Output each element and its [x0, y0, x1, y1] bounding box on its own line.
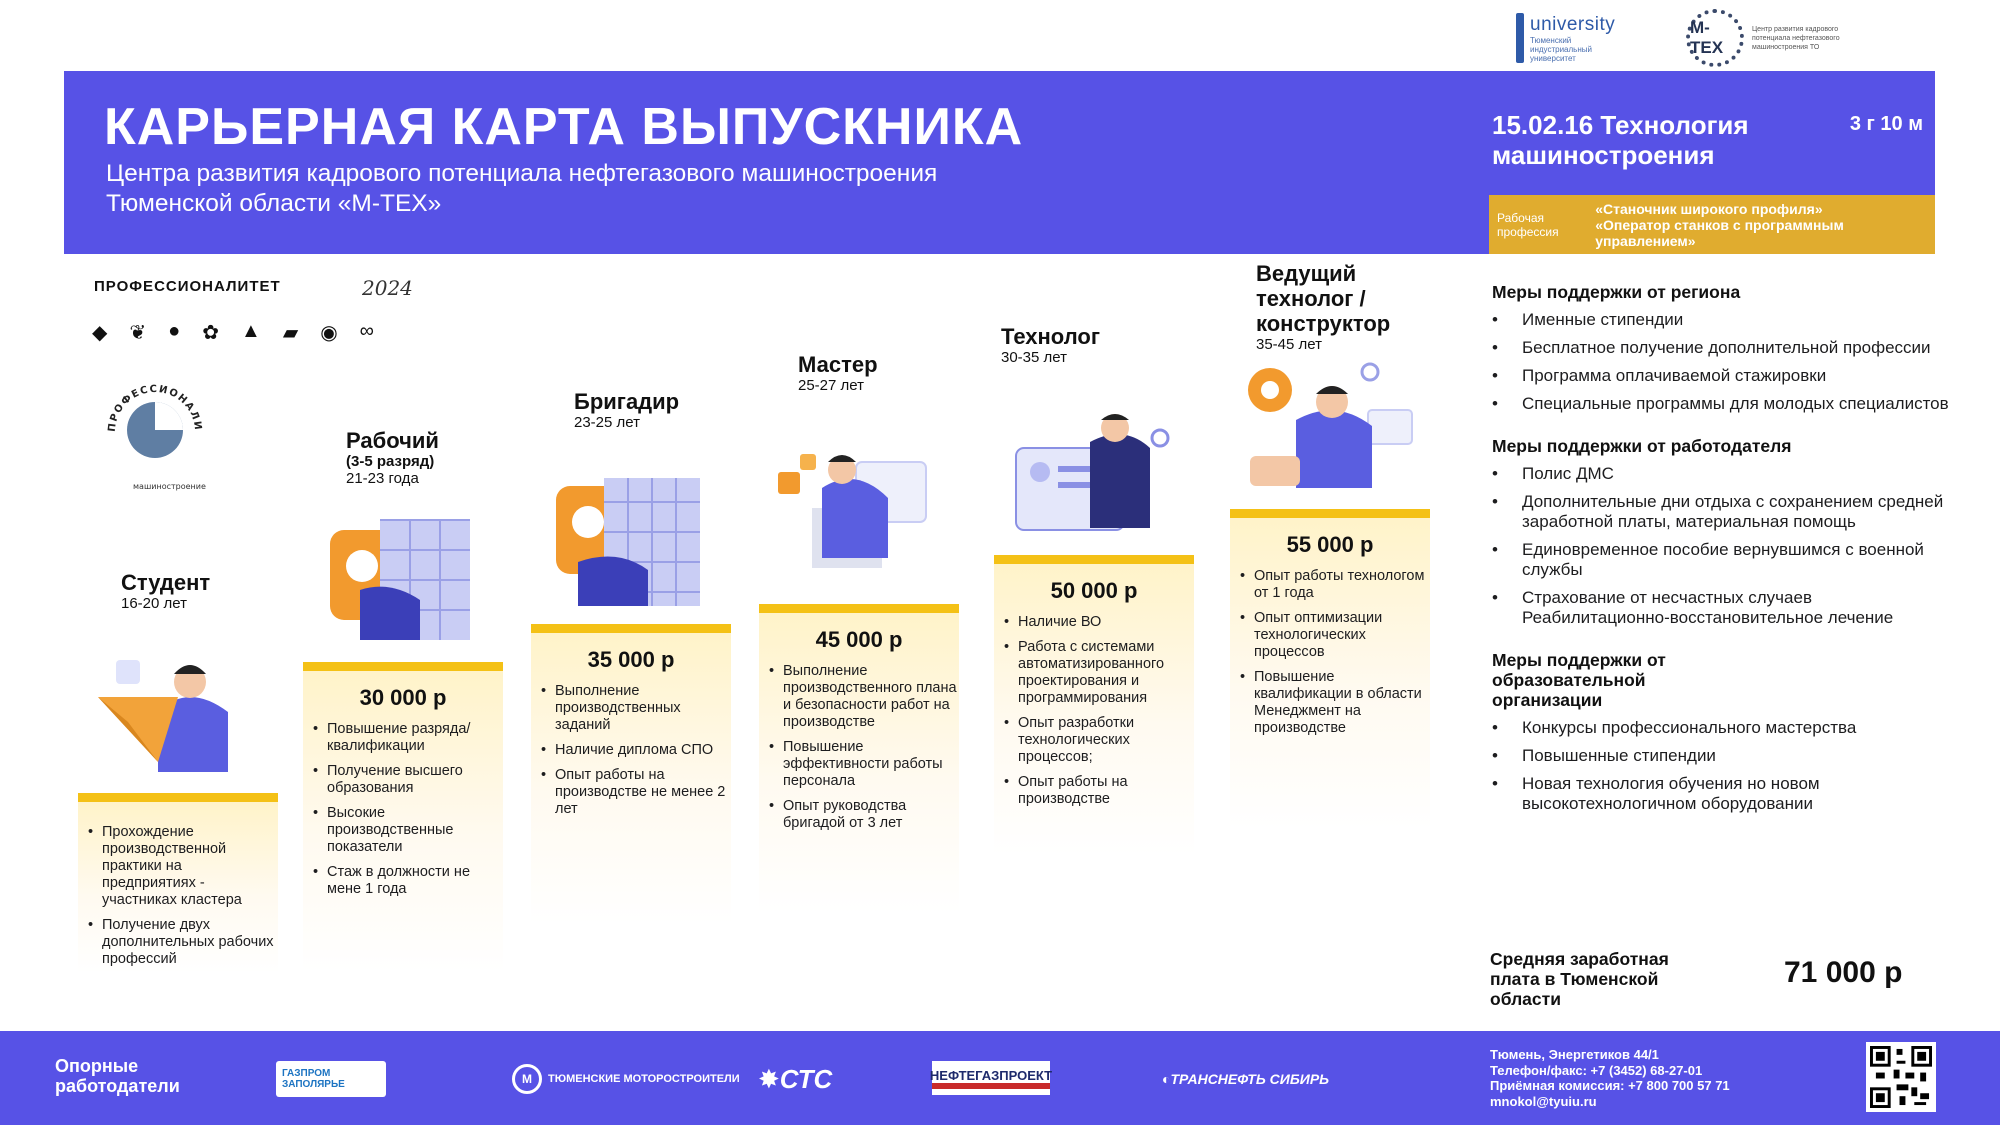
shape-icon-2: ●: [168, 320, 181, 342]
neftegazproekt-bar: [932, 1083, 1050, 1089]
average-salary-label: Средняя заработная плата в Тюменской области: [1490, 949, 1669, 1009]
support-measures: [1492, 282, 1952, 836]
drop-icon: ▲: [241, 320, 261, 342]
contact-commission: Приёмная комиссия: +7 800 700 57 71: [1490, 1078, 1730, 1093]
list-item: • Полис ДМС: [1492, 464, 1952, 484]
badge-arc-text: ПРОФЕССИОНАЛИ: [106, 383, 204, 433]
step-requirements-list: [994, 614, 1194, 808]
page-subtitle: [106, 159, 1106, 219]
mtex-logo-sub: Центр развития кадрового потенциала нефтегазового машиностроения ТО: [1752, 25, 1840, 51]
step-lead-column: [1230, 509, 1430, 829]
list-item: • Программа оплачиваемой стажировки: [1492, 366, 1952, 386]
support-education: [1492, 650, 1952, 814]
step-salary: 55 000 р: [1286, 532, 1374, 557]
step-worker-heading: [346, 428, 439, 487]
work-profession-2: «Оператор станков с программным управлением»: [1595, 216, 1844, 249]
technologist-illustration: [1010, 412, 1175, 536]
qr-code[interactable]: [1866, 1042, 1936, 1112]
step-title: Бригадир: [574, 389, 680, 414]
step-age: 30-35 лет: [1001, 349, 1067, 366]
transneft-logo: [1162, 1061, 1329, 1097]
slash-icon: ▰: [282, 322, 299, 344]
step-age: 23-25 лет: [574, 414, 640, 431]
motorostroiteli-logo: [512, 1061, 740, 1097]
step-title: Ведущий технолог / конструктор: [1256, 261, 1391, 336]
step-salary: 50 000 р: [1050, 578, 1138, 603]
step-title: Технолог: [1001, 324, 1100, 349]
list-item: • Повышение эффективности работы персонала: [769, 739, 957, 790]
list-item: • Повышение разряда/ квалификации: [313, 721, 501, 755]
footer: [0, 1031, 2000, 1125]
master-illustration: [776, 448, 931, 572]
badge-sub-text: машиностроение: [133, 482, 206, 491]
list-item: • Повышение квалификации в области Менеджмент на производстве: [1240, 669, 1428, 737]
lead-technologist-illustration: [1240, 360, 1415, 490]
step-worker-column: [303, 662, 503, 972]
step-master-heading: [798, 352, 878, 394]
list-item: • Стаж в должности не мене 1 года: [313, 864, 501, 898]
subtitle-line-2: Тюменской области «М-ТЕХ»: [106, 190, 442, 217]
page-title: КАРЬЕРНАЯ КАРТА ВЫПУСКНИКА: [104, 98, 1024, 156]
leaf-icon: ❦: [129, 322, 147, 344]
step-title: Студент: [121, 570, 211, 595]
foreman-illustration: [548, 472, 708, 620]
list-item: • Опыт работы технологом от 1 года: [1240, 568, 1428, 602]
neftegazproekt-name: НЕФТЕГАЗПРОЕКТ: [929, 1067, 1053, 1083]
list-item: • Опыт работы на производстве не менее 2 лет: [541, 767, 729, 818]
step-salary: 35 000 р: [587, 647, 675, 672]
step-age: 21-23 года: [346, 470, 419, 487]
list-item: • Опыт оптимизации технологических процессов: [1240, 610, 1428, 661]
student-illustration: [98, 652, 246, 782]
step-salary: 30 000 р: [359, 685, 447, 710]
support-employer: [1492, 436, 1952, 628]
sts-star-icon: ✸: [758, 1063, 780, 1094]
step-requirements-list: [303, 721, 503, 898]
university-logo-sub: Тюменский индустриальный университет: [1530, 35, 1592, 63]
transneft-icon: ◐: [1162, 1071, 1171, 1087]
step-age: 25-27 лет: [798, 377, 864, 394]
gazprom-logo: ГАЗПРОМ ЗАПОЛЯРЬЕ: [276, 1061, 386, 1097]
list-item: • Выполнение производственных заданий: [541, 683, 729, 734]
list-item: • Наличие ВО: [1004, 614, 1192, 631]
contacts-block: [1490, 1047, 1730, 1109]
flower-icon: ✿: [202, 322, 220, 344]
list-item: • Специальные программы для молодых специалистов: [1492, 394, 1952, 414]
university-logo-name: university: [1530, 13, 1616, 35]
step-requirements-list: [759, 663, 959, 832]
sts-name: СТС: [779, 1063, 833, 1094]
university-logo-icon: [1516, 13, 1524, 63]
step-lead-heading: [1256, 261, 1446, 353]
list-item: • Получение высшего образования: [313, 763, 501, 797]
list-item: • Опыт разработки технологических процессов;: [1004, 715, 1192, 766]
professionalitet-year: 2024: [362, 276, 413, 300]
sts-logo: [758, 1061, 832, 1097]
list-item: • Страхование от несчастных случаев Реабилитационно-восстановительное лечение: [1492, 588, 1952, 628]
motorostroiteli-name: ТЮМЕНСКИЕ МОТОРОСТРОИТЕЛИ: [548, 1072, 740, 1085]
list-item: • Высокие производственные показатели: [313, 805, 501, 856]
step-foreman-column: [531, 624, 731, 924]
contact-address: Тюмень, Энергетиков 44/1: [1490, 1047, 1659, 1062]
subtitle-line-1: Центра развития кадрового потенциала нефтегазового машиностроения: [106, 160, 938, 187]
step-subtitle: (3-5 разряд): [346, 453, 435, 470]
support-title: Меры поддержки от работодателя: [1492, 436, 1792, 456]
university-logo: [1516, 13, 1630, 63]
list-item: • Опыт работы на производстве: [1004, 774, 1192, 808]
study-duration: 3 г 10 м: [1849, 113, 1923, 135]
step-title: Мастер: [798, 352, 878, 377]
list-item: • Опыт руководства бригадой от 3 лет: [769, 798, 957, 832]
support-title: Меры поддержки от региона: [1492, 282, 1741, 302]
list-item: • Повышенные стипендии: [1492, 746, 1952, 766]
step-foreman-heading: [574, 389, 679, 431]
contact-phone: Телефон/факс: +7 (3452) 68-27-01: [1490, 1062, 1703, 1078]
support-title: Меры поддержки от образовательной организации: [1492, 650, 1666, 710]
list-item: • Получение двух дополнительных рабочих профессий: [88, 917, 276, 968]
step-salary: [78, 802, 278, 824]
support-region: [1492, 282, 1952, 414]
neftegazproekt-logo: [929, 1061, 1053, 1095]
specialty-name: 15.02.16 Технология машиностроения: [1492, 110, 1749, 170]
header-banner: [64, 71, 1935, 254]
mtex-logo: [1686, 9, 1872, 67]
list-item: • Дополнительные дни отдыха с сохранением средней заработной платы, материальная помощь: [1492, 492, 1952, 532]
step-technologist-heading: [1001, 324, 1100, 366]
list-item: • Бесплатное получение дополнительной профессии: [1492, 338, 1952, 358]
list-item: • Работа с системами автоматизированного проектирования и программирования: [1004, 639, 1192, 707]
step-requirements-list: [531, 683, 731, 818]
step-student-heading: [121, 570, 210, 612]
list-item: • Наличие диплома СПО: [541, 742, 729, 759]
wave-icon: ∞: [359, 320, 374, 342]
list-item: • Единовременное пособие вернувшимся с военной службы: [1492, 540, 1952, 580]
partner-logos: [1516, 8, 1872, 68]
work-profession-bar: [1489, 195, 1935, 254]
list-item: • Конкурсы профессионального мастерства: [1492, 718, 1952, 738]
step-requirements-list: [1230, 568, 1430, 737]
step-technologist-column: [994, 555, 1194, 855]
employers-label: Опорные работодатели: [55, 1056, 180, 1096]
contact-email[interactable]: mnokol@tyuiu.ru: [1490, 1093, 1597, 1109]
list-item: • Именные стипендии: [1492, 310, 1952, 330]
step-age: 35-45 лет: [1256, 336, 1322, 353]
shape-icon-1: ◆: [92, 322, 108, 344]
worker-illustration: [320, 510, 480, 660]
list-item: • Прохождение производственной практики на предприятиях - участниках кластера: [88, 824, 276, 909]
work-profession-1: «Станочник широкого профиля»: [1595, 200, 1823, 217]
step-master-column: [759, 604, 959, 914]
step-requirements-list: [78, 824, 278, 968]
list-item: • Новая технология обучения но новом высокотехнологичном оборудовании: [1492, 774, 1952, 814]
professionalitet-brand: ПРОФЕССИОНАЛИТЕТ: [94, 278, 281, 295]
qr-code-icon: [1870, 1046, 1932, 1108]
step-salary: 45 000 р: [815, 627, 903, 652]
step-student-column: [78, 793, 278, 973]
professionalitet-badge: [95, 372, 215, 492]
list-item: • Выполнение производственного плана и безопасности работ на производстве: [769, 663, 957, 731]
average-salary-value: 71 000 р: [1784, 956, 1903, 989]
professionalitet-badge-icon: [95, 372, 215, 492]
step-title: Рабочий: [346, 428, 439, 453]
work-profession-label: Рабочая профессия: [1497, 210, 1559, 239]
ring-icon: ◉: [320, 322, 338, 344]
motorostroiteli-icon: M: [512, 1064, 542, 1094]
professionalitet-icon-row: [92, 320, 374, 345]
transneft-name: ТРАНСНЕФТЬ СИБИРЬ: [1170, 1071, 1330, 1087]
mtex-gear-icon: М-ТЕХ: [1686, 9, 1744, 67]
step-age: 16-20 лет: [121, 595, 187, 612]
